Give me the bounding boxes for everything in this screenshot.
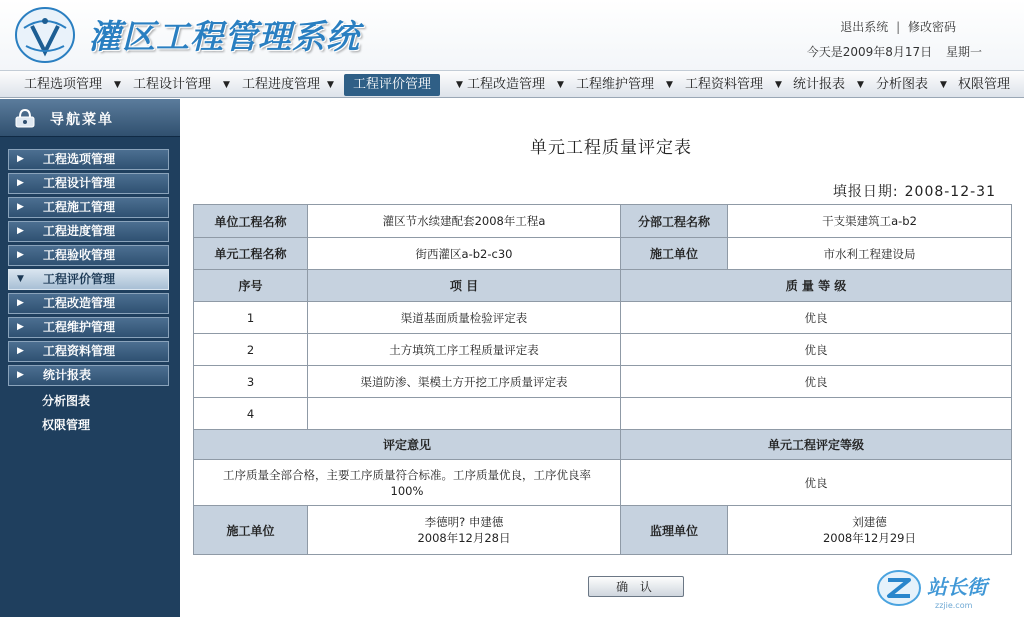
dropdown-arrow-icon[interactable]: ▼ [114,80,121,90]
date-display [807,43,982,60]
row-grade: 优良 [621,302,1012,334]
menu-project-renovation[interactable]: 工程改造管理 [467,77,546,92]
element-project-value: 街西灌区a-b2-c30 [308,238,621,270]
row-item: 渠道基面质量检验评定表 [308,302,621,334]
weekday-text: 星期一 [945,45,982,59]
triangle-right-icon: ▶ [17,346,24,356]
row-grade: 优良 [621,334,1012,366]
date-text: 今天是2009年8月17日 [806,45,933,59]
sidebar-item-project-construction[interactable] [8,197,169,218]
sidebar-item-project-renovation[interactable] [8,293,169,314]
system-title: 灌区工程管理系统 [88,17,360,56]
sign-supervision-name: 刘建德 [852,515,887,529]
fill-date [827,181,996,201]
row-seq: 2 [194,334,308,366]
main-content [180,99,1024,617]
sidebar-item-label: 工程评价管理 [43,272,116,286]
fill-date-label: 填报日期: [832,184,899,200]
logo-icon [14,6,76,64]
sidebar-item-label: 工程维护管理 [43,320,116,334]
sign-construction-cell [308,506,621,555]
opinion-text: 工序质量全部合格，主要工序质量符合标准。工序质量优良，工序优良率100% [194,460,621,506]
sidebar-item-project-options[interactable] [8,149,169,170]
menu-project-design[interactable]: 工程设计管理 [133,77,212,92]
triangle-right-icon: ▶ [17,322,24,332]
table-row [194,398,1012,430]
sidebar [0,99,180,617]
logout-link[interactable]: 退出系统 [840,20,889,34]
dropdown-arrow-icon[interactable]: ▼ [857,80,864,90]
sign-supervision-date: 2008年12月29日 [822,531,917,545]
confirm-button[interactable]: 确 认 [588,576,684,597]
svg-text:zzjie.com: zzjie.com [935,601,973,610]
sub-project-label: 分部工程名称 [621,205,728,238]
sidebar-item-label: 工程改造管理 [43,296,116,310]
dropdown-arrow-icon[interactable]: ▼ [327,80,334,90]
opinion-header: 评定意见 [194,430,621,460]
menu-statistics[interactable]: 统计报表 [793,77,846,92]
change-password-link[interactable]: 修改密码 [907,20,956,34]
sidebar-item-project-acceptance[interactable] [8,245,169,266]
nav-header [0,99,180,137]
sidebar-item-project-evaluation[interactable] [8,269,169,290]
table-row [194,302,1012,334]
menu-project-evaluation[interactable]: 工程评价管理 [344,74,440,96]
construction-unit-value: 市水利工程建设局 [728,238,1012,270]
table-header-row [194,270,1012,302]
sign-supervision-cell [728,506,1012,555]
table-header-row [194,430,1012,460]
row-grade [621,398,1012,430]
element-project-label: 单元工程名称 [194,238,308,270]
menu-project-progress[interactable]: 工程进度管理 [242,77,321,92]
form-title: 单元工程质量评定表 [530,138,692,158]
header-links [840,18,956,35]
svg-text:站长街: 站长街 [927,575,987,599]
table-row [194,334,1012,366]
sidebar-item-label: 工程施工管理 [43,200,116,214]
rating-header: 单元工程评定等级 [621,430,1012,460]
triangle-right-icon: ▶ [17,370,24,380]
sidebar-item-label: 工程设计管理 [43,176,116,190]
header [0,0,1024,70]
sign-construction-label: 施工单位 [194,506,308,555]
sidebar-item-label: 工程资料管理 [43,344,116,358]
row-seq: 4 [194,398,308,430]
dropdown-arrow-icon[interactable]: ▼ [775,80,782,90]
sidebar-item-label: 工程进度管理 [43,224,116,238]
row-item: 土方填筑工序工程质量评定表 [308,334,621,366]
sidebar-item-analysis-charts[interactable]: 分析图表 [42,394,91,408]
table-row [194,366,1012,398]
row-seq: 3 [194,366,308,398]
construction-unit-label: 施工单位 [621,238,728,270]
sidebar-item-statistics[interactable] [8,365,169,386]
sidebar-item-project-progress[interactable] [8,221,169,242]
dropdown-arrow-icon[interactable]: ▼ [666,80,673,90]
nav-menu-icon [14,107,36,129]
menu-permissions[interactable]: 权限管理 [958,77,1011,92]
nav-title: 导航菜单 [50,112,114,128]
sign-supervision-label: 监理单位 [621,506,728,555]
sidebar-item-label: 工程选项管理 [43,152,116,166]
signature-row [194,506,1012,555]
triangle-right-icon: ▶ [17,226,24,236]
sidebar-item-project-design[interactable] [8,173,169,194]
dropdown-arrow-icon[interactable]: ▼ [223,80,230,90]
unit-project-value: 灌区节水续建配套2008年工程a [308,205,621,238]
sidebar-item-permissions[interactable]: 权限管理 [42,418,91,432]
dropdown-arrow-icon[interactable]: ▼ [940,80,947,90]
sidebar-item-label: 工程验收管理 [43,248,116,262]
col-grade-header: 质 量 等 级 [621,270,1012,302]
sidebar-item-project-maintenance[interactable] [8,317,169,338]
sidebar-item-label: 统计报表 [43,368,92,382]
triangle-right-icon: ▶ [17,178,24,188]
sidebar-item-project-documents[interactable] [8,341,169,362]
sign-construction-names: 李德明? 申建德 [424,515,504,529]
triangle-right-icon: ▶ [17,298,24,308]
dropdown-arrow-icon[interactable]: ▼ [557,80,564,90]
separator: | [896,20,901,34]
triangle-right-icon: ▶ [17,154,24,164]
table-row [194,205,1012,238]
top-menubar [0,70,1024,98]
row-item [308,398,621,430]
watermark-logo-icon [875,566,1020,614]
menu-project-documents[interactable]: 工程资料管理 [685,77,764,92]
triangle-right-icon: ▶ [17,202,24,212]
menu-project-maintenance[interactable]: 工程维护管理 [576,77,655,92]
sign-construction-date: 2008年12月28日 [417,531,511,545]
row-item: 渠道防渗、渠模土方开挖工序质量评定表 [308,366,621,398]
menu-analysis-charts[interactable]: 分析图表 [876,77,929,92]
triangle-right-icon: ▶ [17,250,24,260]
row-grade: 优良 [621,366,1012,398]
quality-assessment-table [193,204,1012,555]
col-item-header: 项 目 [308,270,621,302]
rating-value: 优良 [621,460,1012,506]
triangle-down-icon: ▼ [17,274,24,284]
dropdown-arrow-icon[interactable]: ▼ [456,80,463,90]
menu-project-options[interactable]: 工程选项管理 [24,77,103,92]
sub-project-value: 干支渠建筑工a-b2 [728,205,1012,238]
table-row [194,238,1012,270]
table-row [194,460,1012,506]
fill-date-value: 2008-12-31 [904,184,996,200]
row-seq: 1 [194,302,308,334]
col-seq-header: 序号 [194,270,308,302]
unit-project-label: 单位工程名称 [194,205,308,238]
